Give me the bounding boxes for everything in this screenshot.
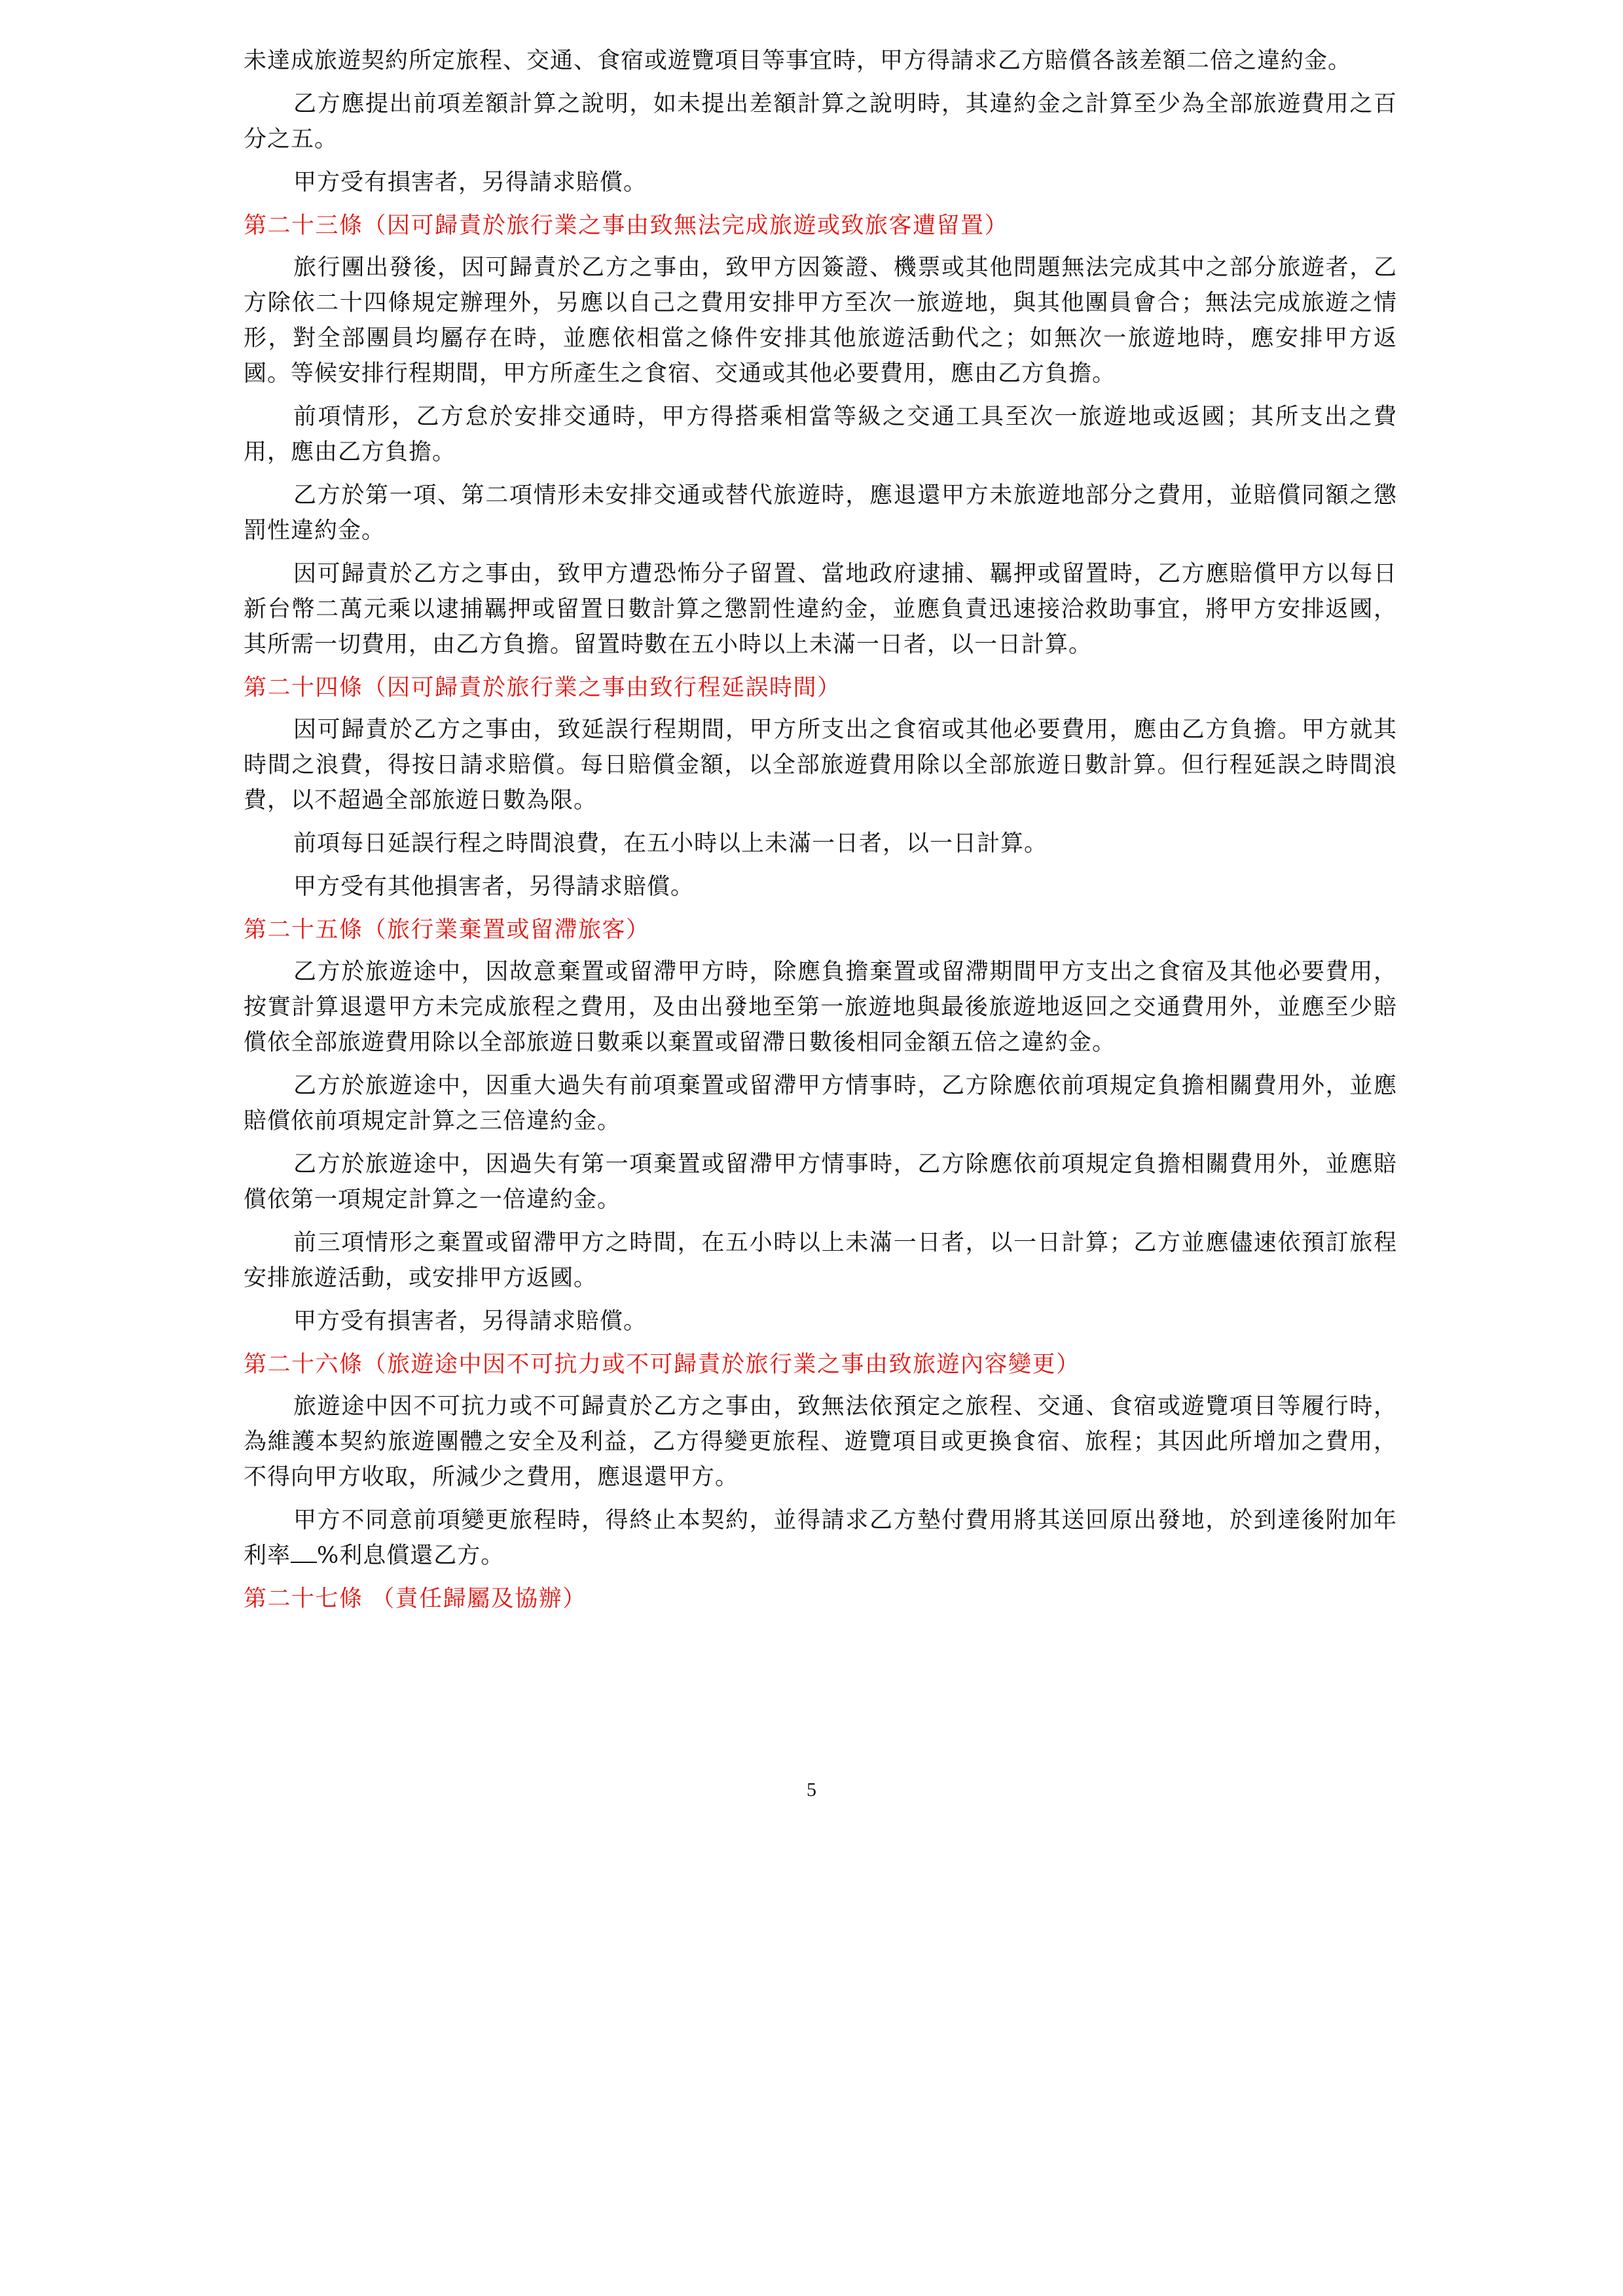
paragraph: 甲方受有損害者，另得請求賠償。 [293, 1308, 647, 1335]
article-heading-23: 第二十三條（因可歸責於旅行業之事由致無法完成旅遊或致旅客遭留置） [244, 213, 1009, 239]
article-heading-25: 第二十五條（旅行業棄置或留滯旅客） [244, 917, 650, 943]
paragraph: 旅行團出發後，因可歸責於乙方之事由，致甲方因簽證、機票或其他問題無法完成其中之部分旅遊者，乙方除依二十四條規定辦理外，另應以自己之費用安排甲方至次一旅遊地，與其他團員會合；無法完成旅遊之情形，對全部團員均屬存在時，並應依相當之條件安排其他旅遊活動代之；如無次一旅遊地時，應安排甲方返國。等候安排行程期間，甲方所產生之食宿、交通或其他必要費用，應由乙方負擔。 [244, 255, 1397, 387]
paragraph: 前項每日延誤行程之時間浪費，在五小時以上未滿一日者，以一日計算。 [293, 831, 1048, 857]
article-heading-24: 第二十四條（因可歸責於旅行業之事由致行程延誤時間） [244, 675, 841, 701]
paragraph: 乙方於旅遊途中，因過失有第一項棄置或留滯甲方情事時，乙方除應依前項規定負擔相關費用外，並應賠償依第一項規定計算之一倍違約金。 [244, 1151, 1397, 1213]
paragraph: 甲方受有其他損害者，另得請求賠償。 [293, 874, 695, 900]
document-page [244, 43, 1397, 1623]
paragraph: 甲方受有損害者，另得請求賠償。 [293, 170, 647, 196]
paragraph-continued: 未達成旅遊契約所定旅程、交通、食宿或遊覽項目等事宜時，甲方得請求乙方賠償各該差額二倍之違約金。 [244, 48, 1352, 74]
article-heading-26: 第二十六條（旅遊途中因不可抗力或不可歸責於旅行業之事由致旅遊內容變更） [244, 1352, 1080, 1378]
page-number: 5 [807, 1779, 816, 1801]
interest-text-after: %利息償還乙方。 [317, 1543, 505, 1569]
article-heading-27: 第二十七條 （責任歸屬及協辦） [244, 1586, 587, 1612]
paragraph: 旅遊途中因不可抗力或不可歸責於乙方之事由，致無法依預定之旅程、交通、食宿或遊覽項目等履行時，為維護本契約旅遊團體之安全及利益，乙方得變更旅程、遊覽項目或更換食宿、旅程；其因此所增加之費用，不得向甲方收取，所減少之費用，應退還甲方。 [244, 1393, 1397, 1490]
paragraph: 乙方於旅遊途中，因故意棄置或留滯甲方時，除應負擔棄置或留滯期間甲方支出之食宿及其他必要費用，按實計算退還甲方未完成旅程之費用，及由出發地至第一旅遊地與最後旅遊地返回之交通費用外，並應至少賠償依全部旅遊費用除以全部旅遊日數乘以棄置或留滯日數後相同金額五倍之違約金。 [244, 959, 1397, 1056]
interest-rate-paragraph [244, 1503, 1397, 1573]
paragraph: 乙方於旅遊途中，因重大過失有前項棄置或留滯甲方情事時，乙方除應依前項規定負擔相關費用外，並應賠償依前項規定計算之三倍違約金。 [244, 1073, 1397, 1134]
paragraph: 因可歸責於乙方之事由，致延誤行程期間，甲方所支出之食宿或其他必要費用，應由乙方負擔。甲方就其時間之浪費，得按日請求賠償。每日賠償金額，以全部旅遊費用除以全部旅遊日數計算。但行程延誤之時間浪費，以不超過全部旅遊日數為限。 [244, 717, 1397, 814]
paragraph: 乙方應提出前項差額計算之說明，如未提出差額計算之說明時，其違約金之計算至少為全部旅遊費用之百分之五。 [244, 91, 1397, 152]
interest-text-before: 甲方不同意前項變更旅程時，得終止本契約，並得請求乙方墊付費用將其送回原出發地，於到達後附加年利率 [244, 1507, 1397, 1569]
paragraph: 因可歸責於乙方之事由，致甲方遭恐怖分子留置、當地政府逮捕、羈押或留置時，乙方應賠償甲方以每日新台幣二萬元乘以逮捕羈押或留置日數計算之懲罰性違約金，並應負責迅速接洽救助事宜，將甲方安排返國，其所需一切費用，由乙方負擔。留置時數在五小時以上未滿一日者，以一日計算。 [244, 561, 1397, 658]
interest-rate-blank [291, 1543, 317, 1563]
paragraph: 前三項情形之棄置或留滯甲方之時間，在五小時以上未滿一日者，以一日計算；乙方並應儘速依預訂旅程安排旅遊活動，或安排甲方返國。 [244, 1230, 1397, 1291]
paragraph: 前項情形，乙方怠於安排交通時，甲方得搭乘相當等級之交通工具至次一旅遊地或返國；其所支出之費用，應由乙方負擔。 [244, 404, 1397, 465]
paragraph: 乙方於第一項、第二項情形未安排交通或替代旅遊時，應退還甲方未旅遊地部分之費用，並賠償同額之懲罰性違約金。 [244, 482, 1397, 544]
